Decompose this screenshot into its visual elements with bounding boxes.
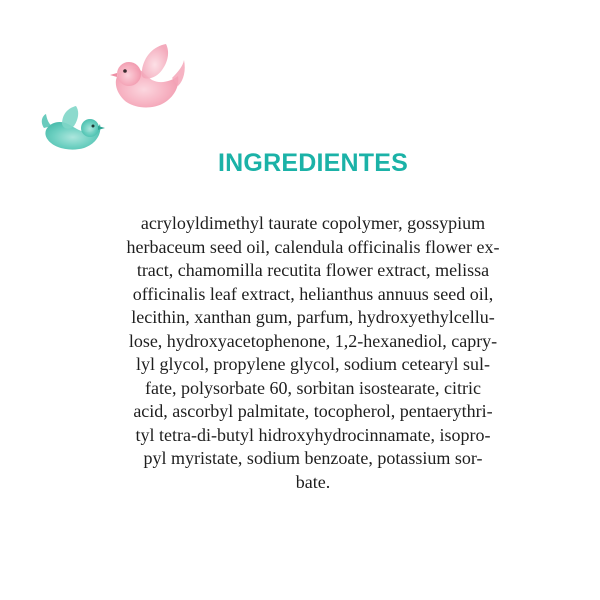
ingredients-line: acryloyldimethyl taurate copolymer, gossypium — [140, 213, 486, 233]
ingredients-line: pyl myristate, sodium benzoate, potassium sor- — [143, 448, 483, 468]
ingredients-line: officinalis leaf extract, helianthus annuus seed oil, — [132, 283, 494, 304]
ingredients-line: fate, polysorbate 60, sorbitan isostearate, citric — [145, 377, 481, 398]
ingredients-line: lyl glycol, propylene glycol, sodium cetearyl sul- — [136, 354, 490, 374]
ingredients-line: tyl tetra-di-butyl hidroxyhydrocinnamate, isopro- — [135, 424, 491, 445]
ingredients-line: bate. — [295, 471, 331, 492]
teal-bird-icon — [40, 102, 106, 154]
ingredients-line: acid, ascorbyl palmitate, tocopherol, pentaerythri- — [133, 401, 493, 421]
ingredients-heading: INGREDIENTES — [218, 149, 408, 177]
ingredients-line: lose, hydroxyacetophenone, 1,2-hexanediol, capry- — [128, 330, 498, 351]
ingredients-list — [76, 212, 550, 494]
ingredients-line: herbaceum seed oil, calendula officinalis flower ex- — [126, 236, 500, 257]
ingredients-line: lecithin, xanthan gum, parfum, hydroxyethylcellu- — [131, 307, 495, 327]
pink-bird-icon — [108, 40, 186, 112]
ingredients-line: tract, chamomilla recutita flower extract, melissa — [136, 260, 490, 280]
